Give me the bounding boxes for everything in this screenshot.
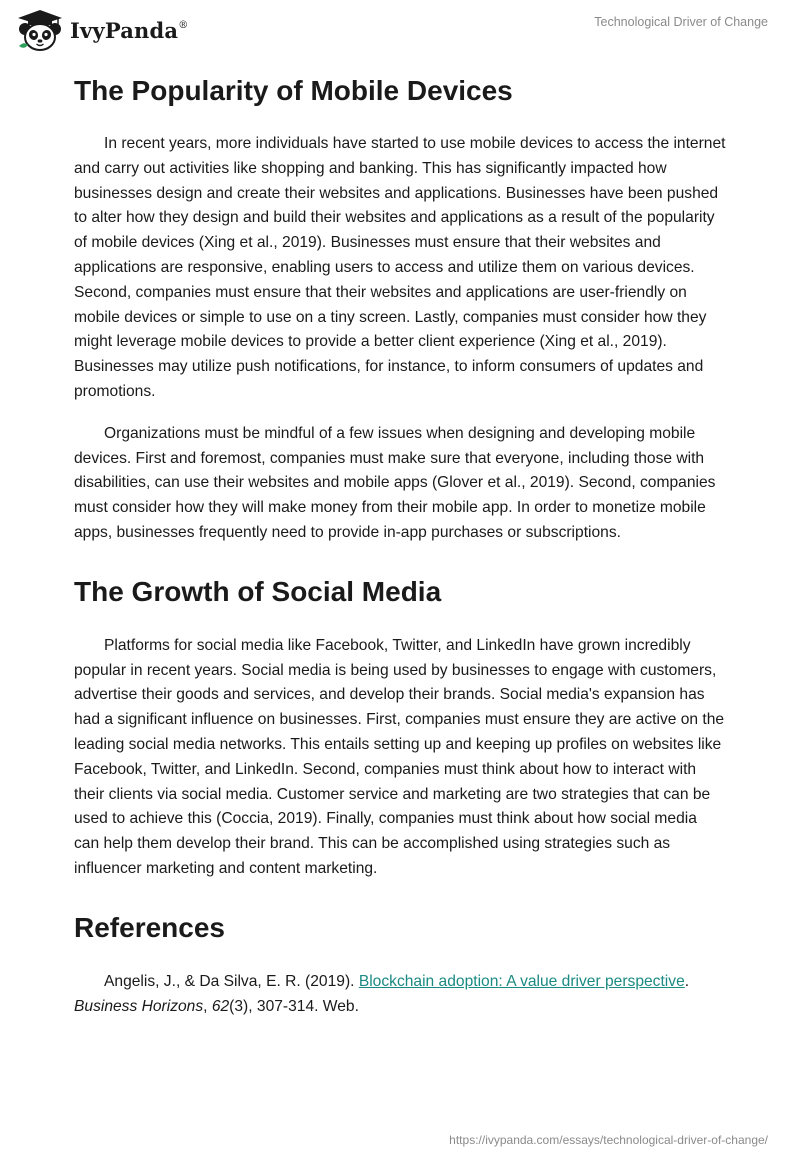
page-header [0, 0, 800, 60]
reference-punctuation: . [684, 972, 690, 990]
reference-issue-pages: (3), 307-314. Web. [229, 997, 359, 1015]
footer-url[interactable]: https://ivypanda.com/essays/technological-driver-of-change/ [449, 1133, 768, 1147]
paragraph: In recent years, more individuals have started to use mobile devices to access the internet and carry out activities like shopping and banking. This has significantly impacted how businesses design and create their websites and applications. Businesses have been pushed to alter how they design and build their websites and applications as a result of the popularity of mobile devices (Xing et al., 2019). Businesses must ensure that their websites and applications are responsive, enabling users to access and utilize them on various devices. Second, companies must ensure that their websites and applications are user-friendly on mobile devices or simple to use on a tiny screen. Lastly, companies must consider how they might leverage mobile devices to provide a better client experience (Xing et al., 2019). Businesses may utilize push notifications, for instance, to inform consumers of updates and promotions. [74, 135, 726, 400]
essay-content [74, 70, 726, 1019]
reference-title-link[interactable]: Blockchain adoption: A value driver perspective [358, 972, 685, 990]
ivypanda-logo[interactable] [14, 8, 188, 52]
logo-text: IvyPanda [70, 17, 179, 43]
reference-authors: Angelis, J., & Da Silva, E. R. (2019). [104, 972, 355, 990]
reference-entry: Angelis, J., & Da Silva, E. R. (2019). Blockchain adoption: A value driver perspective. Business Horizons, 62(3), 307-314. Web. [74, 972, 690, 1015]
reference-volume: 62 [211, 997, 230, 1015]
reference-journal: Business Horizons [74, 997, 204, 1015]
references-heading: References [74, 911, 225, 943]
logo-wordmark [70, 18, 188, 43]
paragraph: Platforms for social media like Facebook, Twitter, and LinkedIn have grown incredibly popular in recent years. Social media is being used by businesses to engage with customers, advertise their goods and services, and develop their brands. Social media's expansion has had a significant influence on businesses. First, companies must ensure they are active on the leading social media networks. This entails setting up and keeping up profiles on websites like Facebook, Twitter, and LinkedIn. Second, companies must think about how to interact with their clients via social media. Customer service and marketing are two strategies that can be used to achieve this (Coccia, 2019). Finally, companies must think about how social media can help them develop their brand. This can be accomplished using strategies such as influencer marketing and content marketing. [74, 636, 725, 877]
registered-mark: ® [178, 19, 189, 31]
panda-graduate-icon [14, 8, 66, 52]
document-title: Technological Driver of Change [594, 15, 768, 29]
section-heading-social-media: The Growth of Social Media [74, 575, 442, 607]
paragraph: Organizations must be mindful of a few issues when designing and developing mobile devices. First and foremost, companies must make sure that everyone, including those with disabilities, can use their websites and mobile apps (Glover et al., 2019). Second, companies must consider how they will make money from their mobile app. In order to monetize mobile apps, businesses frequently need to provide in-app purchases or subscriptions. [74, 424, 716, 541]
section-heading-mobile-devices: The Popularity of Mobile Devices [74, 75, 513, 106]
